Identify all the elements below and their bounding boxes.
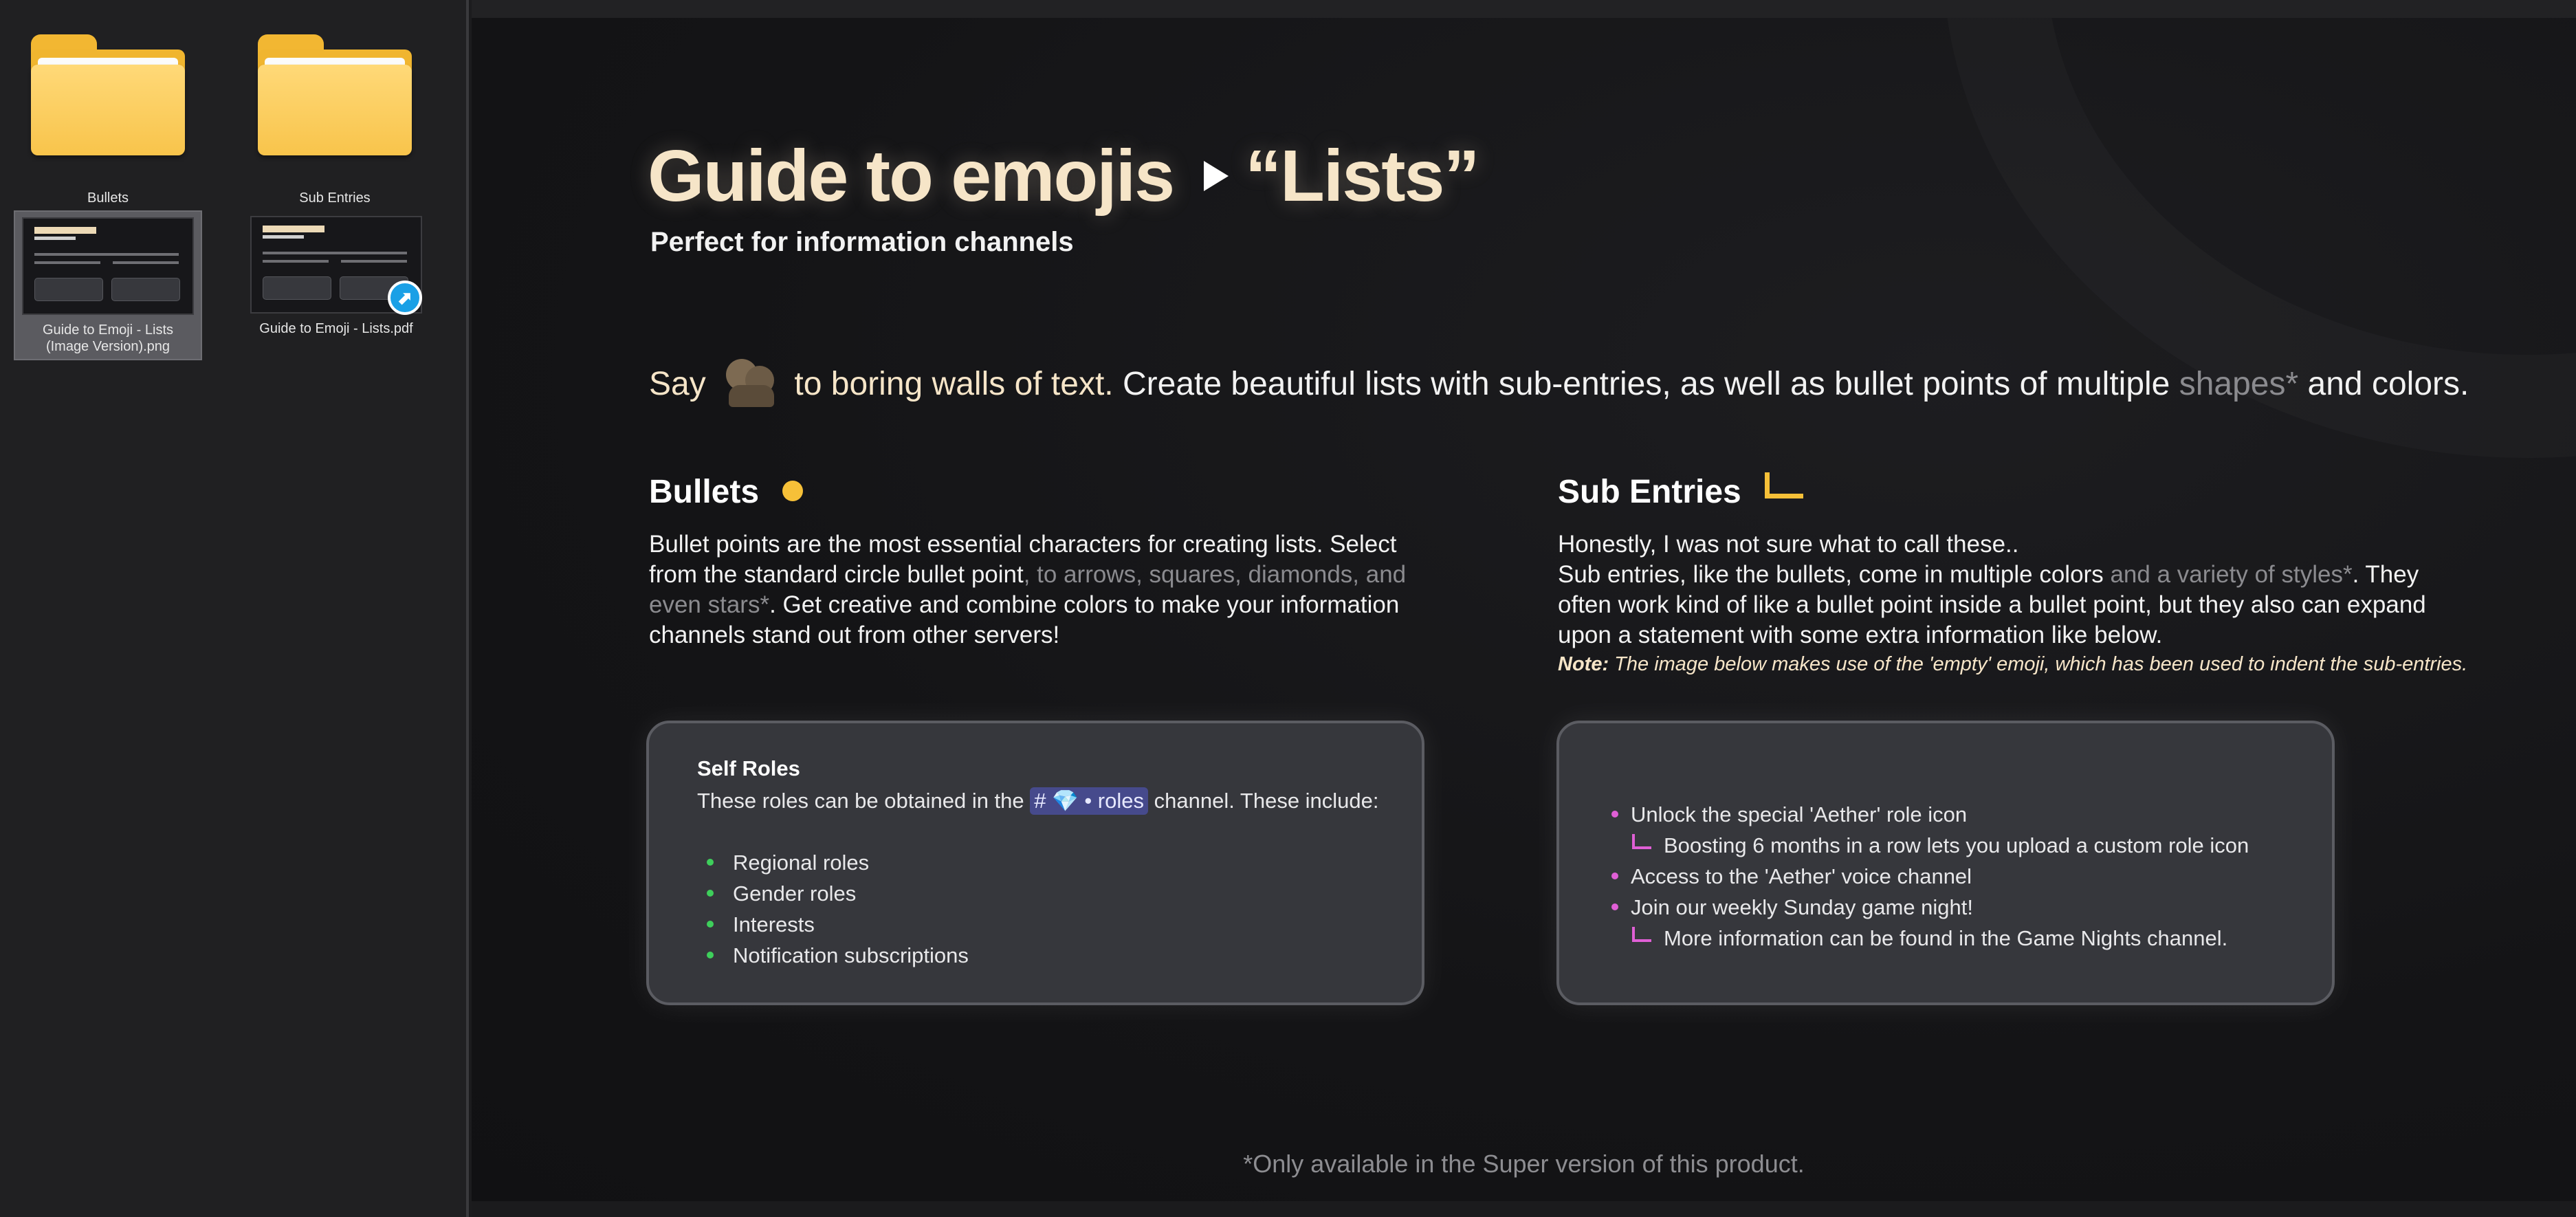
footnote: *Only available in the Super version of this product. — [1243, 1150, 1805, 1178]
roles-bullet-list — [707, 847, 969, 971]
intro-shapes: shapes* — [2179, 366, 2299, 402]
bullets-title: Bullets — [649, 474, 760, 510]
list-item: Gender roles — [707, 878, 969, 909]
folder-label: Bullets — [87, 190, 129, 206]
list-item: Interests — [707, 909, 969, 940]
file-png-guide[interactable] — [14, 210, 202, 360]
file-browser-pane — [0, 0, 469, 1217]
sub-entries-note — [1558, 650, 2468, 678]
sub-entries-title: Sub Entries — [1558, 474, 1741, 510]
list-item: Notification subscriptions — [707, 940, 969, 971]
card-text-after: channel. These include: — [1154, 789, 1379, 813]
intro-middle: Create beautiful lists with sub-entries, as well as bullet points of multiple — [1122, 366, 2170, 402]
image-thumbnail-icon — [22, 217, 194, 315]
pink-sub-entry-icon — [1632, 927, 1651, 942]
bullets-body-end: . Get creative and combine colors to make your information channels stand out from other servers! — [649, 591, 1400, 648]
pink-bullet-icon — [1611, 811, 1618, 818]
sub-entries-line1: Honestly, I was not sure what to call these.. — [1558, 531, 2019, 558]
file-pdf-guide[interactable] — [242, 210, 430, 341]
card-text-before: These roles can be obtained in the — [697, 789, 1024, 813]
green-bullet-icon — [707, 952, 714, 958]
green-bullet-icon — [707, 890, 714, 897]
green-bullet-icon — [707, 859, 714, 866]
green-bullet-icon — [707, 921, 714, 928]
file-label: Guide to Emoji - Lists.pdf — [259, 321, 413, 336]
play-arrow-icon — [1204, 161, 1229, 191]
roles-channel-mention: # 💎 • roles — [1030, 787, 1148, 815]
preview-topbar — [472, 0, 2576, 18]
pdf-thumbnail-icon — [250, 216, 422, 314]
sub-entries-example-card — [1556, 721, 2335, 1005]
sub-list-item: Boosting 6 months in a row lets you upload a custom role icon — [1611, 830, 2249, 861]
list-item: Access to the 'Aether' voice channel — [1611, 861, 2249, 892]
bored-people-emoji-icon — [722, 355, 778, 408]
note-label: Note: — [1558, 653, 1609, 675]
list-item: Regional roles — [707, 847, 969, 878]
sub-entry-corner-icon — [1765, 472, 1803, 498]
title-lists: “Lists” — [1245, 135, 1479, 217]
preview-pane[interactable] — [472, 0, 2576, 1217]
sub-entries-body-main: Sub entries, like the bullets, come in multiple colors — [1558, 561, 2104, 588]
pdf-app-badge-icon: ⬈ — [388, 281, 422, 315]
folder-label: Sub Entries — [299, 190, 371, 206]
sub-entries-description — [1558, 529, 2468, 678]
folder-bullets[interactable] — [15, 34, 201, 206]
guide-slide — [472, 18, 2576, 1201]
intro-end: and colors. — [2307, 366, 2469, 402]
list-item: Join our weekly Sunday game night! — [1611, 892, 2249, 923]
title-text: Guide to emojis — [648, 135, 1174, 217]
pink-bullet-icon — [1611, 873, 1618, 879]
file-label: Guide to Emoji - Lists (Image Version).png — [42, 322, 174, 354]
note-text: The image below makes use of the 'empty' emoji, which has been used to indent the sub-entries. — [1614, 653, 2468, 675]
pink-sub-entry-icon — [1632, 834, 1651, 849]
intro-boring: to boring walls of text. — [794, 366, 1114, 402]
pink-bullet-icon — [1611, 903, 1618, 910]
yellow-dot-icon — [782, 481, 803, 501]
intro-say: Say — [649, 366, 706, 402]
bullets-body-muted: , to arrows, squares, diamonds, and even stars* — [649, 561, 1407, 618]
sub-entries-body-muted: and a variety of styles* — [2110, 561, 2353, 588]
sub-entries-body-end: . They often work kind of like a bullet point inside a bullet point, but they also can expand upon a statement with some extra information like below. — [1558, 561, 2426, 648]
perks-list — [1611, 799, 2249, 954]
card-intro-text — [697, 785, 1379, 816]
sub-entries-heading — [1558, 473, 1803, 511]
page-title — [648, 135, 1479, 218]
bullets-heading — [649, 473, 803, 511]
page-subtitle: Perfect for information channels — [650, 227, 1074, 257]
bullets-body-main: Bullet points are the most essential characters for creating lists. Select from the standard circle bullet point — [649, 531, 1397, 588]
bullets-description — [649, 529, 1426, 650]
folder-sub-entries[interactable] — [242, 34, 428, 206]
sub-list-item: More information can be found in the Game Nights channel. — [1611, 923, 2249, 954]
card-title: Self Roles — [697, 756, 800, 780]
folder-icon — [31, 34, 185, 155]
list-item: Unlock the special 'Aether' role icon — [1611, 799, 2249, 830]
intro-text — [649, 353, 2469, 415]
folder-icon — [258, 34, 412, 155]
self-roles-example-card — [646, 721, 1424, 1005]
